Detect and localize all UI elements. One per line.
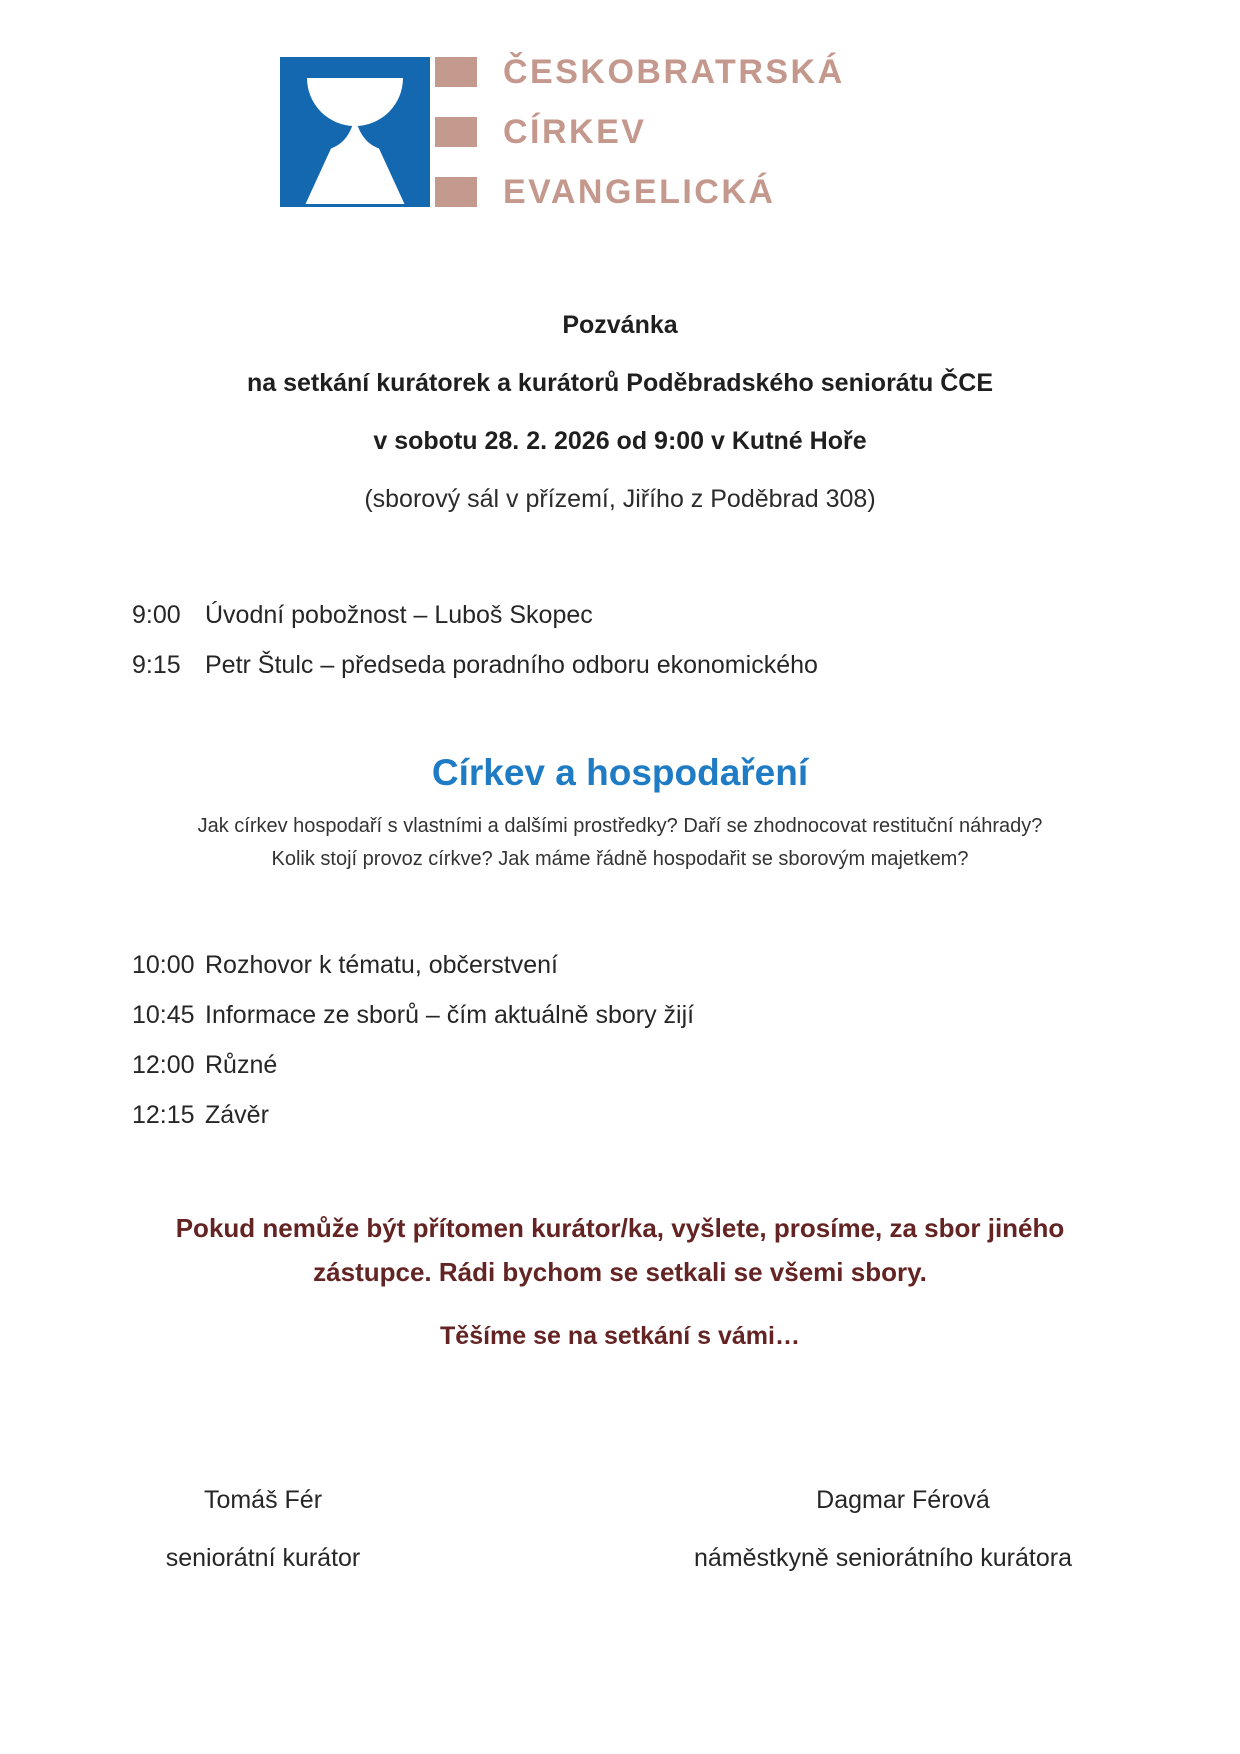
- signature-name: Dagmar Férová: [816, 1486, 990, 1514]
- logo-bars: [435, 57, 477, 207]
- logo-bar: [435, 57, 477, 87]
- invitation-subtitle: na setkání kurátorek a kurátorů Poděbradského seniorátu ČCE: [246, 369, 994, 397]
- invitation-datetime: v sobotu 28. 2. 2026 od 9:00 v Kutné Hoře: [373, 427, 867, 455]
- signature-name: Tomáš Fér: [203, 1486, 323, 1514]
- signature-right: [526, 1484, 1240, 1574]
- signatures: [0, 1484, 1240, 1574]
- schedule-time: 9:15: [132, 651, 181, 679]
- schedule-row: [132, 1090, 1240, 1140]
- schedule-time: 9:00: [132, 601, 181, 629]
- attendance-notice-line-2: zástupce. Rádi bychom se setkali se všemi sbory.: [313, 1257, 927, 1287]
- schedule-row: [132, 590, 1240, 640]
- topic-description-line-2: Kolik stojí provoz církve? Jak máme řádně hospodařit se sborovým majetkem?: [271, 848, 969, 870]
- invitation-title: Pozvánka: [562, 311, 678, 339]
- attendance-notice: [0, 1206, 1240, 1294]
- invitation-venue: (sborový sál v přízemí, Jiřího z Poděbrad 308): [364, 485, 876, 513]
- topic-description-line-1: Jak církev hospodaří s vlastními a dalšími prostředky? Daří se zhodnocovat restituční náhrady?: [197, 815, 1043, 837]
- schedule-row: [132, 990, 1240, 1040]
- signature-role: seniorátní kurátor: [165, 1544, 361, 1572]
- schedule-item: Informace ze sborů – čím aktuálně sbory žijí: [205, 1001, 695, 1029]
- schedule-item: Rozhovor k tématu, občerstvení: [205, 951, 558, 979]
- schedule-time: 10:45: [132, 1001, 195, 1029]
- logo-bar: [435, 177, 477, 207]
- schedule-item: Úvodní pobožnost – Luboš Skopec: [205, 601, 593, 629]
- invitation-header: [0, 296, 1240, 528]
- schedule-morning: [0, 590, 1240, 690]
- wordmark-line-3: EVANGELICKÁ: [503, 173, 776, 211]
- wordmark-line-1: ČESKOBRATRSKÁ: [503, 53, 845, 91]
- schedule-item: Různé: [205, 1051, 278, 1079]
- signature-left: [0, 1484, 526, 1574]
- church-wordmark: [503, 42, 845, 222]
- chalice-icon: [280, 57, 430, 207]
- schedule-row: [132, 640, 1240, 690]
- schedule-time: 10:00: [132, 951, 195, 979]
- schedule-item: Petr Štulc – předseda poradního odboru ekonomického: [205, 651, 818, 679]
- topic-description: [0, 810, 1240, 876]
- attendance-notice-line-1: Pokud nemůže být přítomen kurátor/ka, vyšlete, prosíme, za sbor jiného: [175, 1213, 1065, 1243]
- schedule-row: [132, 940, 1240, 990]
- schedule-late: [0, 940, 1240, 1140]
- church-logo: [280, 53, 1240, 211]
- schedule-item: Závěr: [205, 1101, 269, 1129]
- schedule-time: 12:15: [132, 1101, 195, 1129]
- closing-line: Těšíme se na setkání s vámi…: [440, 1322, 800, 1350]
- schedule-time: 12:00: [132, 1051, 195, 1079]
- schedule-row: [132, 1040, 1240, 1090]
- signature-role: náměstkyně seniorátního kurátora: [694, 1544, 1072, 1572]
- logo-bar: [435, 117, 477, 147]
- topic-heading: Církev a hospodaření: [431, 752, 809, 793]
- wordmark-line-2: CÍRKEV: [503, 113, 647, 151]
